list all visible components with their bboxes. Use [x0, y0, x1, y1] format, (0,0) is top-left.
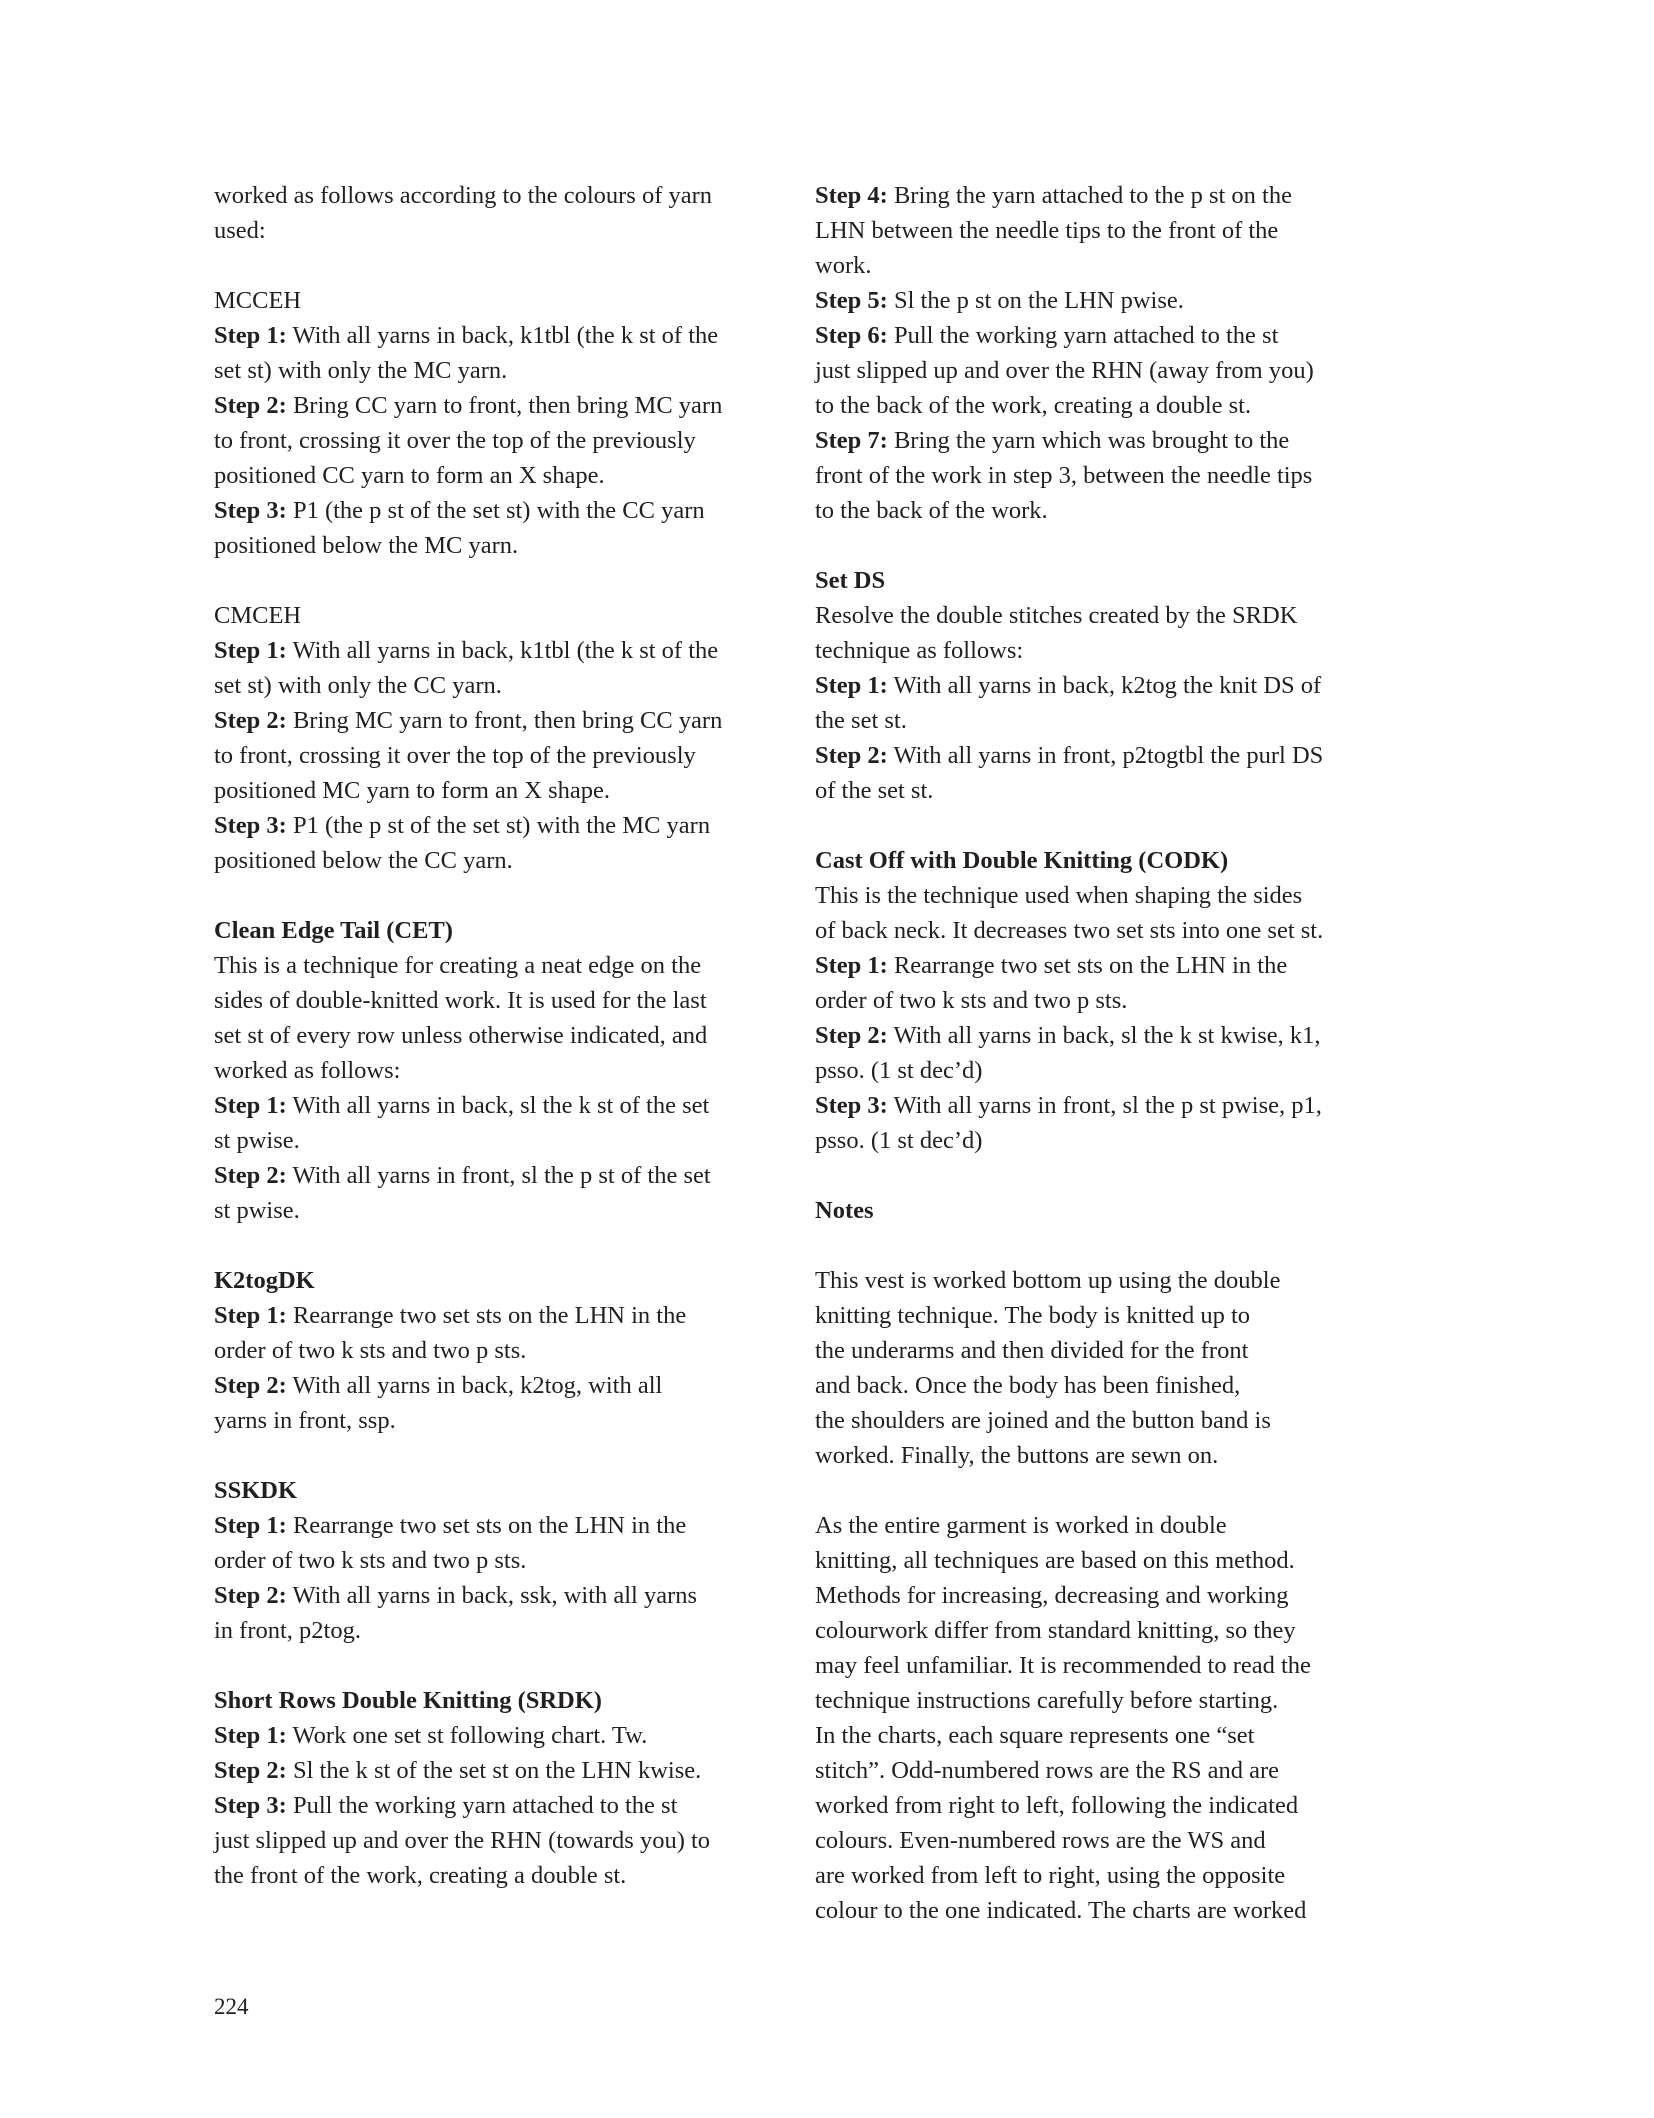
line-text: to the back of the work. — [815, 497, 1048, 524]
right-column — [815, 178, 1385, 1928]
line-text: front of the work in step 3, between the needle tips — [815, 462, 1313, 489]
text-line — [815, 598, 1385, 633]
text-line — [815, 283, 1385, 318]
text-line — [214, 388, 774, 423]
line-text: set st) with only the MC yarn. — [214, 357, 508, 384]
text-line — [815, 808, 1385, 843]
text-line — [815, 948, 1385, 983]
bold-label: Step 1: — [214, 1302, 287, 1329]
text-line — [214, 423, 774, 458]
line-text: Bring MC yarn to front, then bring CC yarn — [286, 707, 723, 734]
text-line — [815, 913, 1385, 948]
text-line — [214, 668, 774, 703]
line-text: the front of the work, creating a double st. — [214, 1862, 627, 1889]
line-text: LHN between the needle tips to the front of the — [815, 217, 1279, 244]
text-line — [815, 1508, 1385, 1543]
line-text: positioned below the MC yarn. — [214, 532, 519, 559]
line-text: CMCEH — [214, 602, 302, 629]
text-line — [815, 1823, 1385, 1858]
line-text: Resolve the double stitches created by the SRDK — [815, 602, 1298, 629]
bold-label: Step 2: — [214, 707, 287, 734]
line-text: positioned below the CC yarn. — [214, 847, 513, 874]
line-text: stitch”. Odd-numbered rows are the RS and are — [815, 1757, 1279, 1784]
text-line — [214, 1158, 774, 1193]
bold-label: Step 6: — [815, 322, 888, 349]
text-line — [815, 703, 1385, 738]
text-line — [815, 633, 1385, 668]
text-line — [214, 738, 774, 773]
line-text: Bring the yarn attached to the p st on the — [887, 182, 1292, 209]
bold-label: Short Rows Double Knitting (SRDK) — [214, 1687, 602, 1714]
text-line — [815, 388, 1385, 423]
text-line — [214, 843, 774, 878]
line-text: With all yarns in front, sl the p st pwise, p1, — [887, 1092, 1322, 1119]
line-text: to the back of the work, creating a double st. — [815, 392, 1252, 419]
text-line — [214, 1473, 774, 1508]
line-text: Rearrange two set sts on the LHN in the — [286, 1302, 687, 1329]
line-text: of back neck. It decreases two set sts into one set st. — [815, 917, 1324, 944]
text-line — [815, 1123, 1385, 1158]
line-text: Bring the yarn which was brought to the — [887, 427, 1290, 454]
text-line — [815, 843, 1385, 878]
line-text: knitting, all techniques are based on this method. — [815, 1547, 1295, 1574]
bold-label: Step 1: — [214, 637, 287, 664]
line-text: the set st. — [815, 707, 907, 734]
line-text: to front, crossing it over the top of the previously — [214, 427, 696, 454]
text-line — [815, 1438, 1385, 1473]
text-line — [214, 318, 774, 353]
bold-label: Step 2: — [214, 392, 287, 419]
text-line — [815, 1228, 1385, 1263]
text-line — [214, 983, 774, 1018]
text-line — [815, 1543, 1385, 1578]
line-text: order of two k sts and two p sts. — [214, 1337, 527, 1364]
text-line — [815, 248, 1385, 283]
text-line — [214, 493, 774, 528]
text-line — [214, 1193, 774, 1228]
text-line — [815, 423, 1385, 458]
line-text: technique as follows: — [815, 637, 1024, 664]
bold-label: Set DS — [815, 567, 886, 594]
text-line — [815, 1298, 1385, 1333]
bold-label: Cast Off with Double Knitting (CODK) — [815, 847, 1229, 874]
line-text: As the entire garment is worked in double — [815, 1512, 1227, 1539]
line-text: Pull the working yarn attached to the st — [887, 322, 1279, 349]
line-text: st pwise. — [214, 1197, 300, 1224]
text-line — [214, 1543, 774, 1578]
text-line — [815, 1613, 1385, 1648]
line-text: worked from right to left, following the indicated — [815, 1792, 1299, 1819]
line-text: st pwise. — [214, 1127, 300, 1154]
line-text: With all yarns in back, k2tog, with all — [286, 1372, 663, 1399]
text-line — [214, 283, 774, 318]
line-text: This is the technique used when shaping the sides — [815, 882, 1303, 909]
line-text: in front, p2tog. — [214, 1617, 361, 1644]
bold-label: Step 2: — [815, 1022, 888, 1049]
text-line — [815, 773, 1385, 808]
text-line — [214, 248, 774, 283]
line-text: Rearrange two set sts on the LHN in the — [286, 1512, 687, 1539]
bold-label: Step 3: — [815, 1092, 888, 1119]
line-text: set st) with only the CC yarn. — [214, 672, 502, 699]
line-text: order of two k sts and two p sts. — [815, 987, 1128, 1014]
line-text: Pull the working yarn attached to the st — [286, 1792, 678, 1819]
line-text: sides of double-knitted work. It is used for the last — [214, 987, 707, 1014]
text-line — [214, 353, 774, 388]
line-text: to front, crossing it over the top of the previously — [214, 742, 696, 769]
text-line — [214, 528, 774, 563]
line-text: With all yarns in back, ssk, with all yarns — [286, 1582, 698, 1609]
text-line — [815, 493, 1385, 528]
line-text: are worked from left to right, using the opposite — [815, 1862, 1286, 1889]
text-line — [815, 1193, 1385, 1228]
text-line — [815, 1718, 1385, 1753]
bold-label: Step 1: — [214, 1092, 287, 1119]
line-text: Rearrange two set sts on the LHN in the — [887, 952, 1288, 979]
text-line — [214, 1018, 774, 1053]
text-line — [815, 528, 1385, 563]
text-line — [815, 1473, 1385, 1508]
line-text: This is a technique for creating a neat edge on the — [214, 952, 702, 979]
line-text: just slipped up and over the RHN (towards you) to — [214, 1827, 711, 1854]
text-line — [214, 1228, 774, 1263]
text-line — [815, 1578, 1385, 1613]
bold-label: Step 3: — [214, 497, 287, 524]
text-line — [214, 213, 774, 248]
bold-label: Step 7: — [815, 427, 888, 454]
bold-label: Step 2: — [214, 1757, 287, 1784]
text-line — [214, 178, 774, 213]
line-text: With all yarns in back, k1tbl (the k st of the — [286, 637, 719, 664]
line-text: Work one set st following chart. Tw. — [286, 1722, 648, 1749]
text-line — [815, 1858, 1385, 1893]
line-text: P1 (the p st of the set st) with the CC yarn — [286, 497, 705, 524]
line-text: P1 (the p st of the set st) with the MC yarn — [286, 812, 711, 839]
line-text: With all yarns in front, sl the p st of the set — [286, 1162, 711, 1189]
text-line — [214, 703, 774, 738]
bold-label: Step 3: — [214, 812, 287, 839]
bold-label: Step 5: — [815, 287, 888, 314]
text-line — [815, 1263, 1385, 1298]
text-line — [815, 1753, 1385, 1788]
line-text: With all yarns in front, p2togtbl the purl DS — [887, 742, 1324, 769]
text-line — [815, 1368, 1385, 1403]
text-line — [815, 213, 1385, 248]
line-text: technique instructions carefully before starting. — [815, 1687, 1279, 1714]
line-text: just slipped up and over the RHN (away from you) — [815, 357, 1314, 384]
text-line — [214, 1683, 774, 1718]
text-line — [214, 1508, 774, 1543]
line-text: set st of every row unless otherwise indicated, and — [214, 1022, 708, 1049]
text-line — [815, 563, 1385, 598]
bold-label: Step 2: — [214, 1372, 287, 1399]
line-text: work. — [815, 252, 872, 279]
line-text: This vest is worked bottom up using the double — [815, 1267, 1281, 1294]
text-line — [214, 1123, 774, 1158]
text-line — [815, 1648, 1385, 1683]
line-text: colours. Even-numbered rows are the WS and — [815, 1827, 1266, 1854]
text-line — [214, 808, 774, 843]
line-text: Sl the p st on the LHN pwise. — [887, 287, 1184, 314]
text-line — [214, 1368, 774, 1403]
text-line — [815, 318, 1385, 353]
line-text: psso. (1 st dec’d) — [815, 1127, 983, 1154]
bold-label: Step 1: — [815, 952, 888, 979]
bold-label: Step 2: — [214, 1162, 287, 1189]
text-line — [214, 878, 774, 913]
line-text: MCCEH — [214, 287, 302, 314]
text-line — [214, 563, 774, 598]
text-line — [815, 738, 1385, 773]
line-text: knitting technique. The body is knitted up to — [815, 1302, 1251, 1329]
text-line — [214, 1263, 774, 1298]
line-text: colourwork differ from standard knitting, so they — [815, 1617, 1296, 1644]
text-line — [815, 1333, 1385, 1368]
text-line — [214, 1403, 774, 1438]
text-line — [815, 1088, 1385, 1123]
line-text: the underarms and then divided for the front — [815, 1337, 1249, 1364]
line-text: Sl the k st of the set st on the LHN kwise. — [286, 1757, 702, 1784]
text-line — [214, 773, 774, 808]
text-line — [214, 1053, 774, 1088]
text-line — [214, 1438, 774, 1473]
text-line — [815, 1683, 1385, 1718]
bold-label: SSKDK — [214, 1477, 298, 1504]
text-line — [815, 1018, 1385, 1053]
left-column — [214, 178, 774, 1893]
text-line — [214, 1753, 774, 1788]
text-line — [214, 913, 774, 948]
bold-label: Step 2: — [815, 742, 888, 769]
bold-label: Step 1: — [815, 672, 888, 699]
bold-label: Notes — [815, 1197, 874, 1224]
line-text: Bring CC yarn to front, then bring MC yarn — [286, 392, 723, 419]
text-line — [214, 1718, 774, 1753]
text-line — [815, 458, 1385, 493]
text-line — [815, 1893, 1385, 1928]
line-text: order of two k sts and two p sts. — [214, 1547, 527, 1574]
text-line — [214, 1613, 774, 1648]
line-text: worked as follows: — [214, 1057, 401, 1084]
line-text: the shoulders are joined and the button band is — [815, 1407, 1271, 1434]
line-text: With all yarns in back, k1tbl (the k st of the — [286, 322, 719, 349]
text-line — [214, 1858, 774, 1893]
text-line — [815, 1403, 1385, 1438]
text-line — [214, 1648, 774, 1683]
line-text: worked. Finally, the buttons are sewn on. — [815, 1442, 1219, 1469]
bold-label: Step 1: — [214, 1722, 287, 1749]
text-line — [214, 1333, 774, 1368]
line-text: With all yarns in back, sl the k st kwise, k1, — [887, 1022, 1321, 1049]
line-text: may feel unfamiliar. It is recommended to read the — [815, 1652, 1311, 1679]
line-text: positioned CC yarn to form an X shape. — [214, 462, 605, 489]
line-text: and back. Once the body has been finished, — [815, 1372, 1241, 1399]
text-line — [214, 948, 774, 983]
line-text: psso. (1 st dec’d) — [815, 1057, 983, 1084]
bold-label: Step 3: — [214, 1792, 287, 1819]
line-text: yarns in front, ssp. — [214, 1407, 396, 1434]
text-line — [214, 1823, 774, 1858]
bold-label: Step 1: — [214, 1512, 287, 1539]
line-text: In the charts, each square represents one “set — [815, 1722, 1255, 1749]
text-line — [815, 353, 1385, 388]
line-text: With all yarns in back, k2tog the knit DS of — [887, 672, 1322, 699]
text-line — [815, 1053, 1385, 1088]
line-text: positioned MC yarn to form an X shape. — [214, 777, 611, 804]
text-line — [214, 1088, 774, 1123]
text-line — [214, 598, 774, 633]
text-line — [815, 983, 1385, 1018]
text-line — [214, 1788, 774, 1823]
bold-label: Step 4: — [815, 182, 888, 209]
bold-label: Clean Edge Tail (CET) — [214, 917, 453, 944]
text-line — [815, 1158, 1385, 1193]
line-text: Methods for increasing, decreasing and working — [815, 1582, 1289, 1609]
line-text: worked as follows according to the colours of yarn — [214, 182, 713, 209]
text-line — [214, 1578, 774, 1613]
text-line — [815, 1788, 1385, 1823]
line-text: With all yarns in back, sl the k st of the set — [286, 1092, 710, 1119]
text-line — [214, 1298, 774, 1333]
text-line — [815, 668, 1385, 703]
text-line — [214, 458, 774, 493]
line-text: colour to the one indicated. The charts are worked — [815, 1897, 1307, 1924]
line-text: of the set st. — [815, 777, 934, 804]
line-text: used: — [214, 217, 266, 244]
bold-label: Step 1: — [214, 322, 287, 349]
bold-label: K2togDK — [214, 1267, 315, 1294]
text-line — [815, 878, 1385, 913]
bold-label: Step 2: — [214, 1582, 287, 1609]
text-line — [214, 633, 774, 668]
text-line — [815, 178, 1385, 213]
page-number: 224 — [214, 1994, 249, 2019]
